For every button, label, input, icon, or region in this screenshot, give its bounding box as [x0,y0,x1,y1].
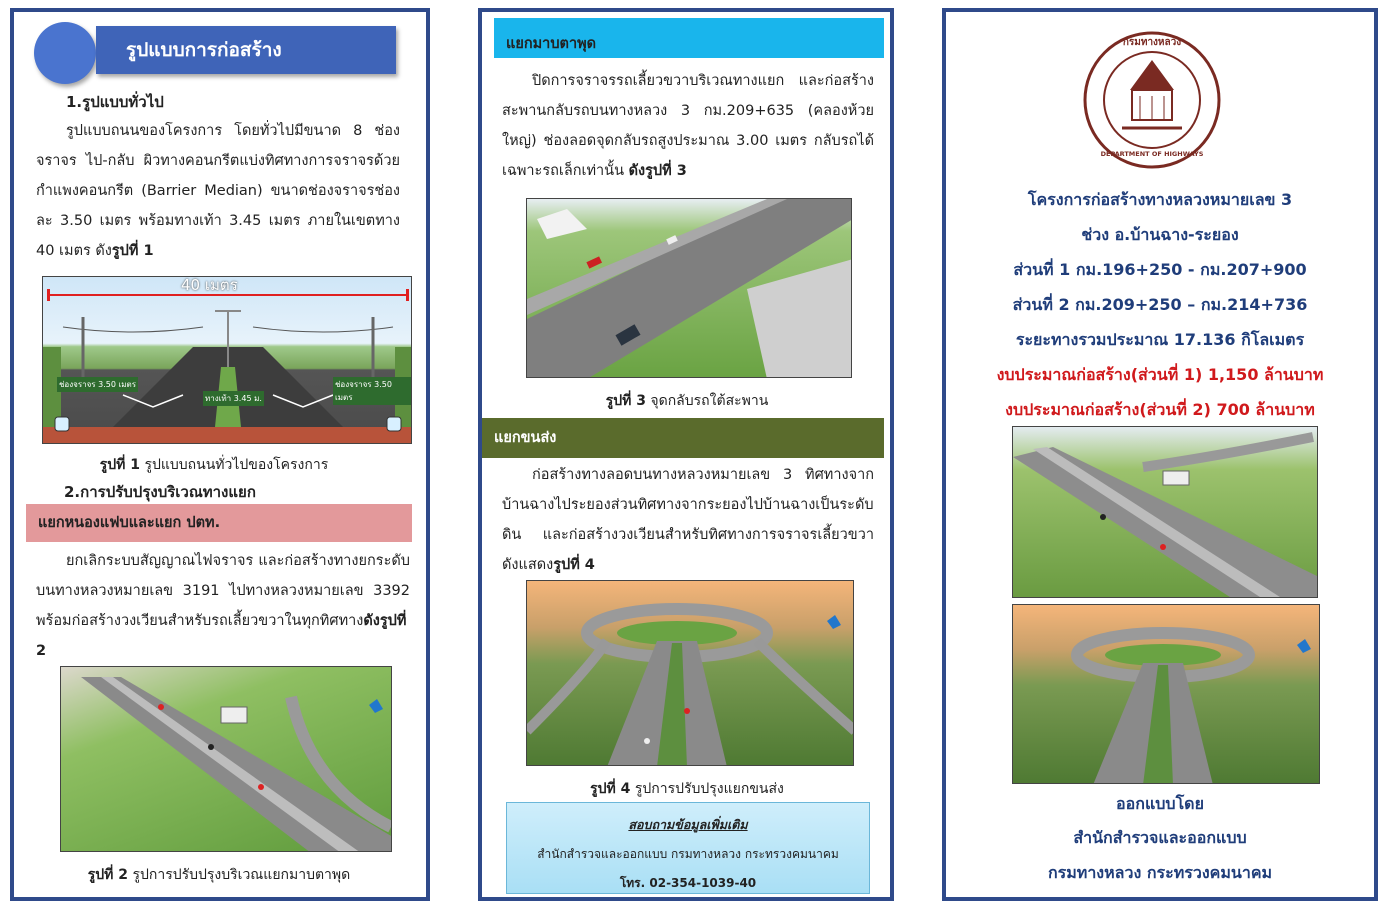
department-of-highways-seal [1082,30,1222,170]
figure1-road-cross-section [42,276,412,444]
seal-bottom-text: DEPARTMENT OF HIGHWAYS [1100,150,1204,158]
figure3-caption: รูปที่ 3 จุดกลับรถใต้สะพาน [605,393,769,409]
figure3-uturn-bridge-render [526,198,852,378]
figure1-median-sign: ทางเท้า 3.45 ม. [203,391,264,406]
contact-box [506,802,870,894]
project-title: โครงการก่อสร้างทางหลวงหมายเลข 3 [1027,190,1293,209]
designed-by-label: ออกแบบโดย [1116,794,1204,813]
figure1-dimension-label: 40 เมตร [181,276,238,294]
interchange-render-top [1012,426,1318,598]
junction-maptaphut-body: ปิดการจราจรรถเลี้ยวขวาบริเวณทางแยก และก่อสร้างสะพานกลับรถบนทางหลวง 3 กม.209+635 (คลองห้วยใหญ่) ช่องลอดจุดกลับรถสูงประมาณ 3.00 เมตร กลับรถได้เฉพาะรถเล็กเท่านั้น ดังรูปที่ 3 [502,73,874,179]
figure1-lane-sign-right: ช่องจราจร 3.50 เมตร [333,377,411,405]
budget-part1: งบประมาณก่อสร้าง(ส่วนที่ 1) 1,150 ล้านบาท [996,365,1324,384]
junction-nongfaeb-bar: แยกหนองแฟบและแยก ปตท. [26,504,412,542]
contact-title: สอบถามข้อมูลเพิ่มเติม [628,817,748,832]
junction-maptaphut-bar: แยกมาบตาพุด [494,18,884,58]
figure1-caption: รูปที่ 1 รูปแบบถนนทั่วไปของโครงการ [99,457,329,473]
middle-panel [478,8,894,901]
interchange-render-bottom [1012,604,1320,784]
budget-part2: งบประมาณก่อสร้าง(ส่วนที่ 2) 700 ล้านบาท [1005,400,1315,419]
right-panel [942,8,1378,901]
junction-khonsong-bar: แยกขนส่ง [482,418,884,458]
total-distance: ระยะทางรวมประมาณ 17.136 กิโลเมตร [1015,330,1305,349]
section1-heading: 1.รูปแบบทั่วไป [66,93,164,111]
construction-format-banner: รูปแบบการก่อสร้าง [96,26,396,74]
banner-circle-decoration [34,22,96,84]
left-panel [10,8,430,901]
part2-km-range: ส่วนที่ 2 กม.209+250 – กม.214+736 [1012,295,1308,314]
contact-office: สำนักสำรวจและออกแบบ กรมทางหลวง กระทรวงคมนาคม [537,847,839,861]
figure4-caption: รูปที่ 4 รูปการปรับปรุงแยกขนส่ง [590,781,784,797]
part1-km-range: ส่วนที่ 1 กม.196+250 - กม.207+900 [1013,260,1307,279]
junction-khonsong-body: ก่อสร้างทางลอดบนทางหลวงหมายเลข 3 ทิศทางจากบ้านฉางไประยองส่วนทิศทางจากระยองไปบ้านฉางเป็นระดับดิน และก่อสร้างวงเวียนสำหรับทิศทางการจราจรเลี้ยวขวา ดังแสดงรูปที่ 4 [502,467,874,573]
figure4-roundabout-render [526,580,854,766]
ministry-name: กรมทางหลวง กระทรวงคมนาคม [1047,863,1273,882]
figure2-caption: รูปที่ 2 รูปการปรับปรุงบริเวณแยกมาบตาพุด [87,867,351,883]
figure1-lane-sign-left: ช่องจราจร 3.50 เมตร [57,377,138,392]
section1-body: รูปแบบถนนของโครงการ โดยทั่วไปมีขนาด 8 ช่องจราจร ไป-กลับ ผิวทางคอนกรีตแบ่งทิศทางการจราจรด้วยกำแพงคอนกรีต (Barrier Median) ขนาดช่องจราจรช่องละ 3.50 เมตร พร้อมทางเท้า 3.45 เมตร ภายในเขตทาง 40 เมตร ดังรูปที่ 1 [36,123,400,259]
contact-phone: โทร. 02-354-1039-40 [619,876,757,890]
junction-nongfaeb-body: ยกเลิกระบบสัญญาณไฟจราจร และก่อสร้างทางยกระดับบนทางหลวงหมายเลข 3191 ไปทางหลวงหมายเลข 3392 พร้อมก่อสร้างวงเวียนสำหรับรถเลี้ยวขวาในทุกทิศทางดังรูปที่ 2 [36,553,410,659]
route-section: ช่วง อ.บ้านฉาง-ระยอง [1081,225,1239,244]
design-office: สำนักสำรวจและออกแบบ [1073,828,1247,847]
section2-heading: 2.การปรับปรุงบริเวณทางแยก [64,483,256,501]
figure2-junction-render [60,666,392,852]
seal-top-text: กรมทางหลวง [1122,37,1182,48]
